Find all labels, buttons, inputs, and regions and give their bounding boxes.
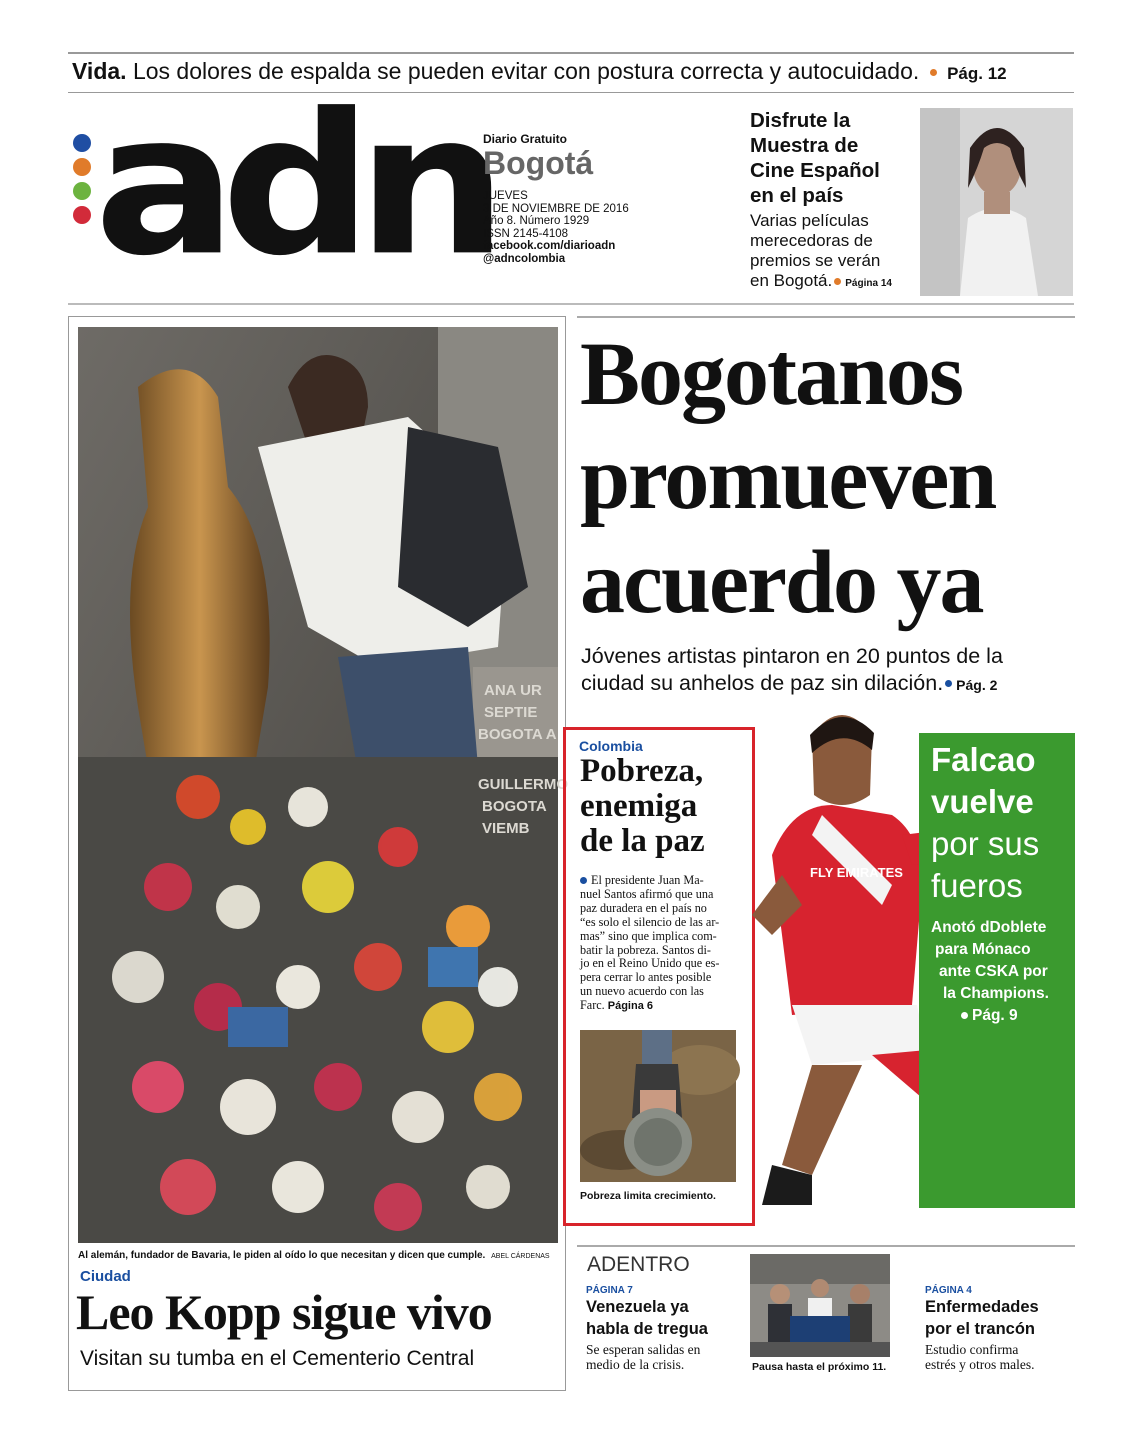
sign-line-1: ANA UR <box>484 682 542 699</box>
venezuela-page: PÁGINA 7 <box>586 1285 633 1296</box>
adentro-label: ADENTRO <box>587 1253 690 1276</box>
pobreza-photo <box>580 1030 736 1182</box>
enfermedades-body-2: estrés y otros males. <box>925 1357 1035 1372</box>
ciudad-headline[interactable]: Leo Kopp sigue vivo <box>76 1284 492 1340</box>
cine-body-4: en Bogotá. <box>750 271 833 290</box>
pobreza-body-1: nuel Santos afirmó que una <box>580 886 714 901</box>
masthead-facebook[interactable]: facebook.com/diarioadn <box>483 240 616 252</box>
venezuela-headline-1: Venezuela ya <box>586 1298 689 1316</box>
main-deck-2: ciudad su anhelos de paz sin dilación. <box>581 671 944 695</box>
masthead-tagline: Diario Gratuito <box>483 132 568 146</box>
enfermedades-body-1: Estudio confirma <box>925 1342 1019 1357</box>
main-headline-1: Bogotanos <box>580 325 963 424</box>
pobreza-body-9: Farc. <box>580 998 605 1013</box>
bullet-icon <box>930 69 937 76</box>
cine-headline-2: Muestra de <box>750 134 859 157</box>
logo[interactable]: adn <box>94 71 492 299</box>
bullet-icon <box>961 1012 968 1019</box>
venezuela-body-1: Se esperan salidas en <box>586 1342 701 1357</box>
sign-line-3: BOGOTA A <box>478 726 557 743</box>
cine-page: Página 14 <box>845 278 892 289</box>
actress-illustration <box>920 108 1073 296</box>
falcao-body-4: la Champions. <box>943 985 1049 1002</box>
kopp-statue-photo[interactable] <box>78 327 568 1243</box>
main-deck <box>581 643 1076 699</box>
cine-teaser[interactable] <box>750 108 925 294</box>
sign-line-4: GUILLERMO <box>478 776 568 793</box>
enfermedades-headline-2: por el trancón <box>925 1320 1036 1338</box>
kopp-photo-illustration <box>78 327 568 1243</box>
masthead-issn: ISSN 2145-4108 <box>483 227 569 240</box>
falcao-headline-4: fueros <box>931 867 1023 904</box>
banner-page: Pág. 12 <box>947 64 1007 83</box>
sign-line-6: VIEMB <box>482 820 530 837</box>
masthead-info <box>483 132 683 265</box>
logo-dots <box>73 134 93 234</box>
falcao-headline-1: Falcao <box>931 741 1036 778</box>
logo-dot-green <box>73 182 91 200</box>
logo-dot-blue <box>73 134 91 152</box>
falcao-body-2: para Mónaco <box>935 941 1031 958</box>
cine-actress-photo <box>920 108 1073 296</box>
masthead-issue: Año 8. Número 1929 <box>483 215 590 227</box>
falcao-box[interactable] <box>919 733 1075 1208</box>
pobreza-body-0: El presidente Juan Ma- <box>591 873 704 887</box>
pobreza-headline-1: Pobreza, <box>580 753 704 789</box>
banner-text: Los dolores de espalda se pueden evitar con postura correcta y autocuidado. <box>132 58 920 84</box>
enfermedades-headline-1: Enfermedades <box>925 1298 1039 1316</box>
pobreza-body <box>580 874 740 1014</box>
photo-caption-text: Al alemán, fundador de Bavaria, le piden al oído lo que necesitan y dicen que cumple. <box>78 1250 486 1261</box>
cine-body-2: merecedoras de <box>750 231 873 250</box>
logo-dot-red <box>73 206 91 224</box>
pobreza-body-7: pera cerrar lo antes posible <box>580 970 712 985</box>
pobreza-headline <box>580 754 750 859</box>
pobreza-caption: Pobreza limita crecimiento. <box>580 1190 716 1202</box>
main-headline-2: promueven <box>580 429 996 528</box>
pobreza-body-4: mas” sino que implica com- <box>580 928 717 943</box>
venezuela-teaser[interactable] <box>586 1285 746 1372</box>
venezuela-photo-caption: Pausa hasta el próximo 11. <box>752 1361 887 1373</box>
bullet-icon <box>945 680 952 687</box>
main-headline[interactable] <box>580 323 1080 635</box>
ciudad-deck: Visitan su tumba en el Cementerio Central <box>80 1347 475 1370</box>
pobreza-headline-2: enemiga <box>580 788 698 824</box>
cine-body-1: Varias películas <box>750 211 869 230</box>
main-headline-3: acuerdo ya <box>580 533 983 632</box>
cine-body-3: premios se verán <box>750 251 881 270</box>
pobreza-page: Página 6 <box>607 1000 653 1013</box>
photo-credit: ABEL CÁRDENAS <box>491 1253 550 1260</box>
bullet-icon <box>580 877 587 884</box>
banner-section: Vida. <box>72 58 127 84</box>
cine-headline-3: Cine Español <box>750 159 880 182</box>
pobreza-body-5: batir la pobreza. Santos di- <box>580 942 711 957</box>
enfermedades-page: PÁGINA 4 <box>925 1285 972 1296</box>
main-page: Pág. 2 <box>956 677 998 693</box>
pobreza-body-8: un nuevo acuerdo con las <box>580 984 704 999</box>
masthead-twitter[interactable]: @adncolombia <box>483 252 566 265</box>
photo-caption <box>78 1250 558 1261</box>
falcao-page: Pág. 9 <box>972 1007 1018 1024</box>
falcao-body-3: ante CSKA por <box>939 963 1048 980</box>
venezuela-body-2: medio de la crisis. <box>586 1357 685 1372</box>
venezuela-photo <box>750 1254 890 1357</box>
ciudad-section: Ciudad <box>80 1268 131 1285</box>
pobreza-headline-3: de la paz <box>580 823 705 859</box>
masthead-day: JUEVES <box>483 190 528 202</box>
enfermedades-teaser[interactable] <box>925 1285 1075 1372</box>
jersey-sponsor: FLY EMIRATES <box>810 865 903 880</box>
masthead-city: Bogotá <box>483 145 594 181</box>
pobreza-body-3: “es solo el silencio de las ar- <box>580 914 720 929</box>
sandal-illustration <box>580 1030 736 1182</box>
pobreza-section: Colombia <box>579 738 643 754</box>
venezuela-headline-2: habla de tregua <box>586 1320 708 1338</box>
masthead-date: 3 DE NOVIEMBRE DE 2016 <box>483 202 629 215</box>
falcao-body-1: Anotó dDoblete <box>931 919 1047 936</box>
sign-line-2: SEPTIE <box>484 704 538 721</box>
logo-dot-orange <box>73 158 91 176</box>
press-conference-illustration <box>750 1254 890 1357</box>
falcao-headline-2: vuelve <box>931 783 1034 820</box>
pobreza-body-6: jo en el Reino Unido que es- <box>580 956 720 971</box>
bullet-icon <box>834 278 841 285</box>
main-deck-1: Jóvenes artistas pintaron en 20 puntos de la <box>581 644 1003 668</box>
cine-headline-1: Disfrute la <box>750 109 851 132</box>
cine-headline-4: en el país <box>750 184 844 207</box>
pobreza-body-2: paz duradera en el país no <box>580 900 707 915</box>
sign-line-5: BOGOTA <box>482 798 547 815</box>
falcao-headline-3: por sus <box>931 825 1040 862</box>
